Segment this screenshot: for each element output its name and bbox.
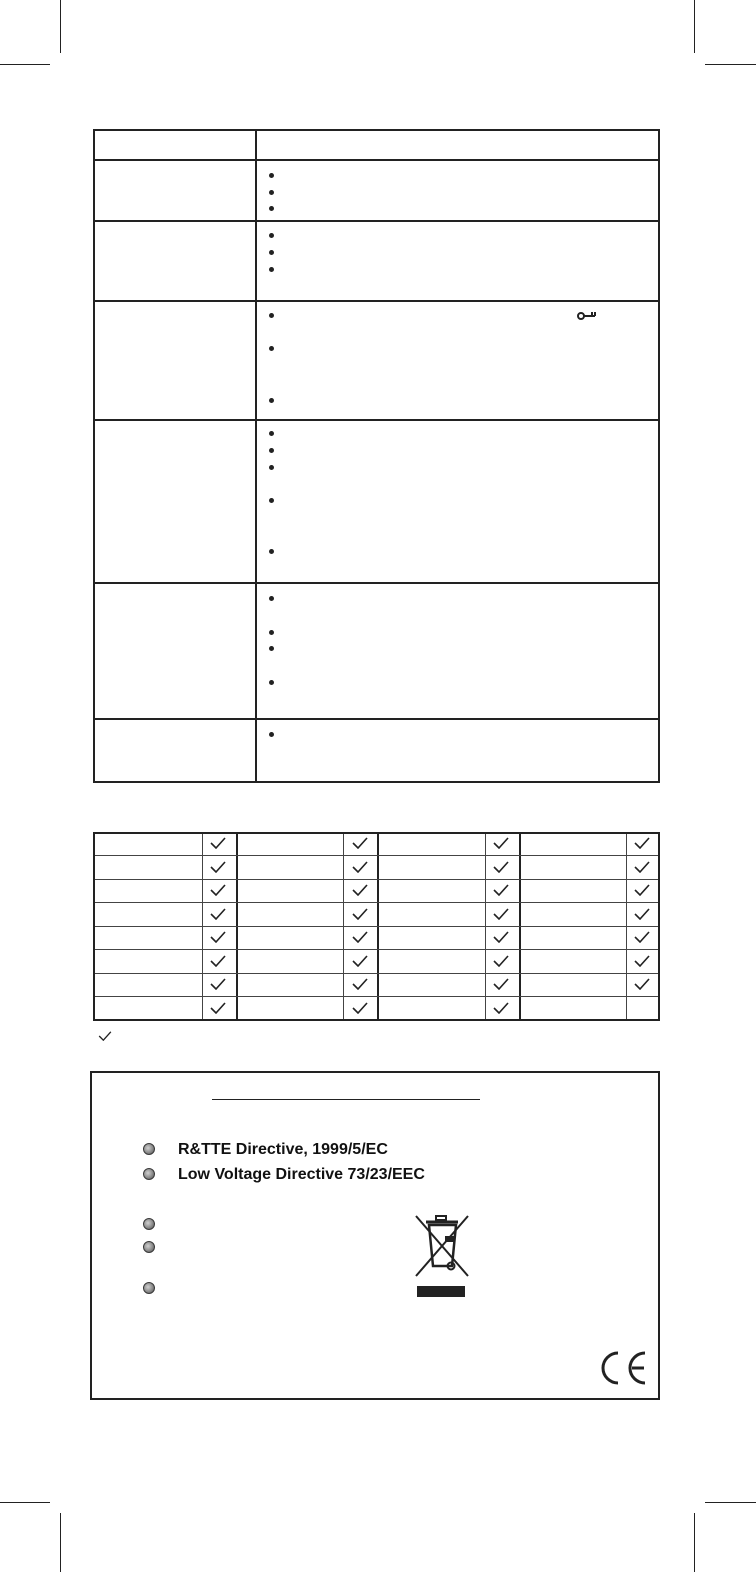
row-divider [95, 973, 658, 974]
check-mark-icon [352, 884, 368, 896]
row-divider [95, 419, 658, 421]
check-mark-icon [352, 908, 368, 920]
check-mark-icon [493, 1002, 509, 1014]
directive-rtte: R&TTE Directive, 1999/5/EC [178, 1141, 388, 1158]
bullet-dot-icon [269, 549, 274, 554]
crop-mark [694, 1513, 695, 1572]
bullet-dot-icon [269, 646, 274, 651]
bullet-dot-icon [269, 465, 274, 470]
bullet-dot-icon [269, 206, 274, 211]
row-divider [95, 949, 658, 950]
grey-dot-icon [143, 1143, 155, 1155]
check-mark-icon [210, 908, 226, 920]
compatibility-table [93, 832, 660, 1021]
row-divider [95, 159, 658, 161]
troubleshooting-table [93, 129, 660, 783]
crop-mark [705, 1502, 756, 1503]
row-divider [95, 902, 658, 903]
check-mark-icon [210, 837, 226, 849]
grey-dot-icon [143, 1218, 155, 1230]
check-mark-icon [352, 931, 368, 943]
bullet-dot-icon [269, 431, 274, 436]
check-mark-icon [634, 884, 650, 896]
bullet-dot-icon [269, 173, 274, 178]
grey-dot-icon [143, 1241, 155, 1253]
check-mark-icon [210, 955, 226, 967]
bullet-dot-icon [269, 190, 274, 195]
row-divider [95, 718, 658, 720]
check-mark-icon [210, 861, 226, 873]
check-mark-icon [493, 955, 509, 967]
heading-underline [212, 1099, 480, 1100]
declaration-box [90, 1071, 660, 1400]
key-lock-icon [577, 311, 597, 321]
row-divider [95, 855, 658, 856]
check-mark-icon [352, 955, 368, 967]
check-mark-icon [634, 955, 650, 967]
crop-mark [694, 0, 695, 53]
check-mark-icon [493, 931, 509, 943]
row-divider [95, 926, 658, 927]
row-divider [95, 220, 658, 222]
check-mark-icon [493, 978, 509, 990]
row-divider [95, 879, 658, 880]
row-divider [95, 996, 658, 997]
crop-mark [0, 1502, 50, 1503]
crop-mark [60, 0, 61, 53]
check-mark-icon [634, 861, 650, 873]
bullet-dot-icon [269, 346, 274, 351]
check-mark-icon [352, 1002, 368, 1014]
crop-mark [705, 64, 756, 65]
check-mark-icon [493, 837, 509, 849]
check-mark-icon [634, 908, 650, 920]
crop-mark [0, 64, 50, 65]
check-mark-icon [634, 978, 650, 990]
check-mark-icon [493, 908, 509, 920]
row-divider [95, 300, 658, 302]
bullet-dot-icon [269, 313, 274, 318]
grey-dot-icon [143, 1168, 155, 1180]
crossed-out-wheelie-bin-icon [414, 1214, 470, 1298]
bullet-dot-icon [269, 233, 274, 238]
check-mark-icon [210, 931, 226, 943]
ce-mark-icon [598, 1350, 648, 1386]
bullet-dot-icon [269, 732, 274, 737]
crop-mark [60, 1513, 61, 1572]
bullet-dot-icon [269, 398, 274, 403]
column-divider [255, 131, 257, 781]
bullet-dot-icon [269, 250, 274, 255]
bullet-dot-icon [269, 498, 274, 503]
check-mark-icon [352, 837, 368, 849]
check-mark-icon [634, 931, 650, 943]
bullet-dot-icon [269, 267, 274, 272]
check-mark-icon [493, 884, 509, 896]
bullet-dot-icon [269, 448, 274, 453]
check-mark-icon [352, 978, 368, 990]
directive-low-voltage: Low Voltage Directive 73/23/EEC [178, 1166, 425, 1183]
grey-dot-icon [143, 1282, 155, 1294]
check-mark-icon [210, 1002, 226, 1014]
bullet-dot-icon [269, 596, 274, 601]
check-mark-icon [634, 837, 650, 849]
bullet-dot-icon [269, 680, 274, 685]
row-divider [95, 582, 658, 584]
check-mark-icon [210, 884, 226, 896]
check-mark-icon [210, 978, 226, 990]
bullet-dot-icon [269, 630, 274, 635]
check-mark-icon [98, 1031, 112, 1041]
check-mark-icon [352, 861, 368, 873]
check-mark-icon [493, 861, 509, 873]
